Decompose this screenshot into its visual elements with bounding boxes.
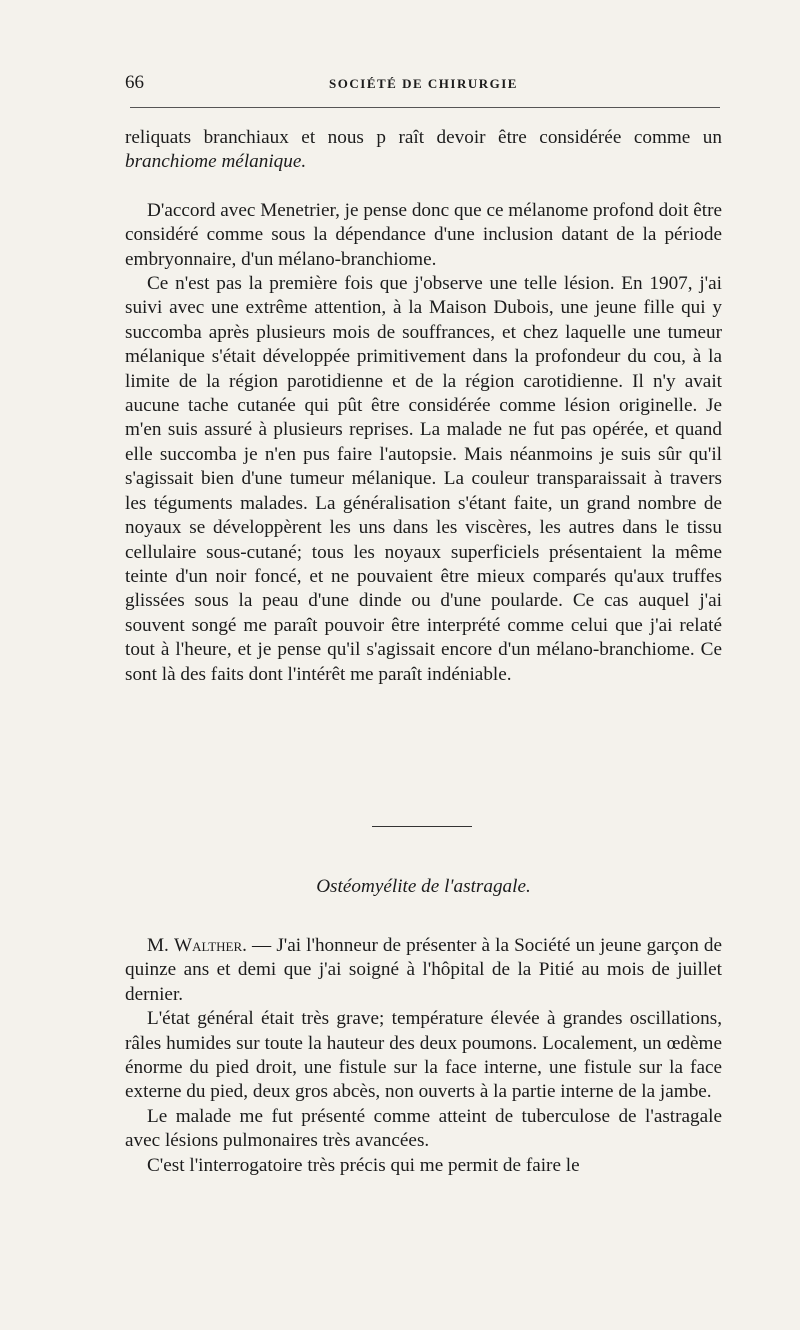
body-text-bottom: [125, 934, 722, 1178]
section-heading: Ostéomyélite de l'astragale.: [316, 876, 531, 897]
paragraph-3: Ce n'est pas la première fois que j'observe une telle lésion. En 1907, j'ai suivi avec une extrême attention, à la Maison Dubois, une jeune fille qui y succomba après plusieurs mois de souffrances, et chez laquelle une tumeur mélanique s'était développée primitivement dans la profondeur du cou, à la limite de la région parotidienne et de la région carotidienne. Il n'y avait aucune tache cutanée qui pût être considérée comme lésion originelle. Je m'en suis assuré à plusieurs reprises. La malade ne fut pas opérée, et quand elle succomba je n'en pus faire l'autopsie. Mais néanmoins je suis sûr qu'il s'agissait bien d'une tumeur mélanique. La couleur transparaissait à travers les téguments malades. La généralisation s'étant faite, un grand nombre de noyaux se développèrent les uns dans les viscères, les autres dans le tissu cellulaire sous-cutané; tous les noyaux superficiels présentaient la même teinte d'un noir foncé, et ne pouvaient être mieux comparés qu'aux truffes glissées sous la peau d'une dinde ou d'une poularde. Ce cas auquel j'ai souvent songé me paraît pouvoir être interprété comme celui que j'ai relaté tout à l'heure, et je pense qu'il s'agissait encore d'un mélano-branchiome. Ce sont là des faits dont l'intérêt me paraît indéniable.: [125, 273, 722, 685]
page-header: [125, 72, 722, 96]
author-name: Walther: [173, 935, 243, 956]
paragraph-5: L'état général était très grave; température élevée à grandes oscillations, râles humides sur toute la hauteur des deux poumons. Localement, un œdème énorme du pied droit, une fistule sur la face interne, une fistule sur la face externe du pied, deux gros abcès, non ouverts à la partie interne de la jambe.: [125, 1008, 722, 1103]
paragraph-2: D'accord avec Menetrier, je pense donc que ce mélanome profond doit être considéré comme sous la dépendance d'une inclusion datant de la période embryonnaire, d'un mélano-branchiome.: [125, 199, 722, 270]
paragraph-1-italic: branchiome mélanique.: [125, 151, 307, 173]
running-title: SOCIÉTÉ DE CHIRURGIE: [329, 76, 518, 91]
paragraph-7: C'est l'interrogatoire très précis qui me permit de faire le: [147, 1154, 580, 1176]
paragraph-4: [125, 934, 722, 1007]
paragraph-1-text: reliquats branchiaux et nous p raît devoir être considérée comme un: [125, 127, 722, 148]
paragraph-4-prefix: M.: [147, 935, 174, 956]
page-number: 66: [125, 72, 144, 93]
header-rule: [130, 107, 720, 108]
section-divider: [372, 826, 472, 827]
paragraph-4-text: . — J'ai l'honneur de présenter à la Société un jeune garçon de quinze ans et demi que j'ai soigné à l'hôpital de la Pitié au mois de juillet dernier.: [125, 935, 722, 1005]
body-text-top: [125, 126, 722, 687]
paragraph-6: Le malade me fut présenté comme atteint de tuberculose de l'astragale avec lésions pulmonaires très avancées.: [125, 1105, 722, 1152]
paragraph-1: [125, 126, 722, 175]
